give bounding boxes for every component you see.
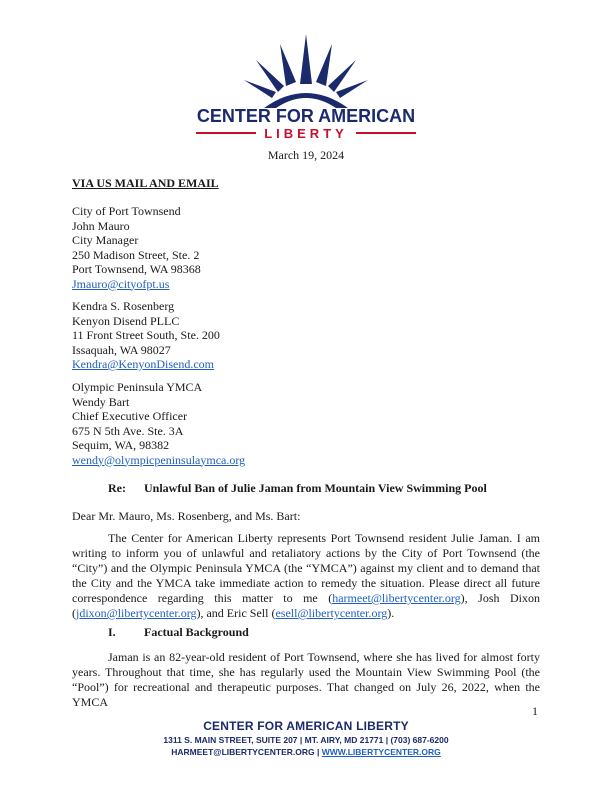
footer-separator: | xyxy=(316,747,320,757)
recipient-email-link[interactable]: wendy@olympicpeninsulaymca.org xyxy=(72,452,246,467)
footer-contact xyxy=(0,747,612,757)
intro-text: The Center for American Liberty represents Port Townsend resident Julie Jaman. I am writing to inform you of unlawful and retaliatory actions by the City of Port Townsend (the “City”) and the Olympic Peninsula YMCA (the “YMCA”) against my client and to demand that the City and the YMCA take immediate action to remedy the situation. Please direct all future correspondence regarding this matter to me ( xyxy=(72,531,540,605)
intro-text: ), Josh Dixon ( xyxy=(72,591,540,620)
address-line: Kenyon Disend PLLC xyxy=(72,313,180,328)
logo-subtitle-text: LIBERTY xyxy=(264,126,348,140)
subject-line xyxy=(108,481,487,496)
address-line: Port Townsend, WA 98368 xyxy=(72,262,201,276)
recipient-block-ymca xyxy=(72,380,245,467)
address-line: 250 Madison Street, Ste. 2 xyxy=(72,247,200,262)
email-link-jdixon[interactable]: jdixon@libertycenter.org xyxy=(76,606,197,620)
address-line: Kendra S. Rosenberg xyxy=(72,299,175,313)
recipient-email-link[interactable]: Kendra@KenyonDisend.com xyxy=(72,357,215,371)
address-line: 11 Front Street South, Ste. 200 xyxy=(72,328,220,342)
recipient-email-link[interactable]: Jmauro@cityofpt.us xyxy=(72,276,170,291)
footer-email[interactable]: HARMEET@LIBERTYCENTER.ORG xyxy=(171,747,315,757)
logo-title-text: CENTER FOR AMERICAN xyxy=(196,106,416,126)
email-link-harmeet[interactable]: harmeet@libertycenter.org xyxy=(332,591,461,605)
letterhead-footer xyxy=(0,719,612,757)
address-line: City of Port Townsend xyxy=(72,204,181,218)
address-line: Sequim, WA, 98382 xyxy=(72,438,170,452)
letter-date: March 19, 2024 xyxy=(267,148,345,162)
footer-org-name: CENTER FOR AMERICAN LIBERTY xyxy=(203,719,409,733)
intro-paragraph xyxy=(72,531,540,621)
footer-website-link[interactable]: WWW.LIBERTYCENTER.ORG xyxy=(321,747,441,757)
background-paragraph xyxy=(72,650,540,710)
salutation: Dear Mr. Mauro, Ms. Rosenberg, and Ms. Bart: xyxy=(72,509,301,523)
address-line: Olympic Peninsula YMCA xyxy=(72,380,203,394)
address-line: Wendy Bart xyxy=(72,394,130,409)
center-for-american-liberty-logo xyxy=(186,30,426,140)
address-line: 675 N 5th Ave. Ste. 3A xyxy=(72,423,184,438)
sunburst-logo-icon xyxy=(186,30,426,140)
section-heading xyxy=(108,625,249,640)
delivery-method: VIA US MAIL AND EMAIL xyxy=(72,176,219,190)
section-title: Factual Background xyxy=(144,625,249,639)
address-line: City Manager xyxy=(72,233,139,247)
page-number: 1 xyxy=(532,704,538,718)
intro-text: ). xyxy=(387,606,395,620)
subject-label: Re: xyxy=(108,481,126,495)
section-number: I. xyxy=(108,625,116,639)
email-link-esell[interactable]: esell@libertycenter.org xyxy=(275,606,388,620)
recipient-block-city xyxy=(72,204,201,291)
footer-address: 1311 S. MAIN STREET, SUITE 207 | MT. AIRY, MD 21771 | (703) 687-6200 xyxy=(163,735,449,745)
address-line: Issaquah, WA 98027 xyxy=(72,342,171,357)
address-line: John Mauro xyxy=(72,218,130,233)
background-text: Jaman is an 82-year-old resident of Port Townsend, where she has lived for almost forty years. Throughout that time, she has regularly used the Mountain View Swimming Pool (the “Pool”) for recreational and therapeutic purposes. That changed on July 26, 2022, when the YMCA xyxy=(72,650,540,709)
intro-text: ), and Eric Sell ( xyxy=(196,606,276,620)
recipient-block-counsel xyxy=(72,299,220,372)
subject-text: Unlawful Ban of Julie Jaman from Mountain View Swimming Pool xyxy=(144,481,487,495)
address-line: Chief Executive Officer xyxy=(72,409,188,423)
